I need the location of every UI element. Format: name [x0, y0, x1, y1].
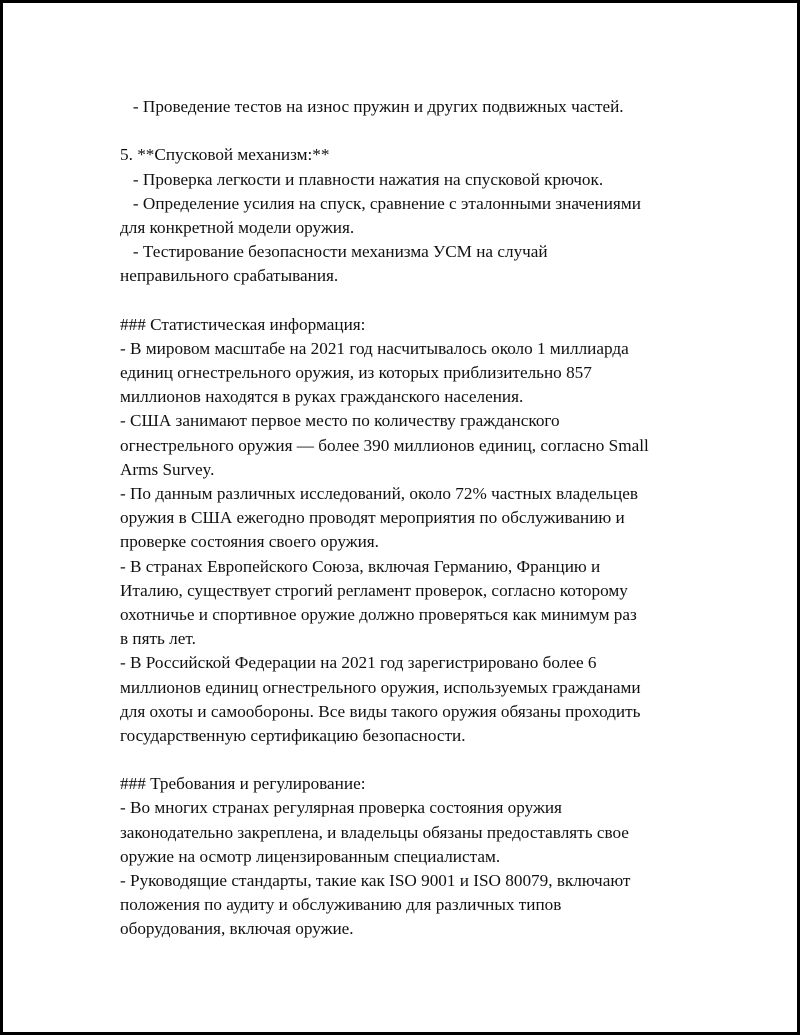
- text-line: миллионов единиц огнестрельного оружия, используемых гражданами: [120, 677, 641, 697]
- text-line: ### Статистическая информация:: [120, 314, 366, 334]
- text-line: - США занимают первое место по количеству гражданского: [120, 411, 560, 431]
- text-line: - Определение усилия на спуск, сравнение с эталонными значениями: [120, 193, 641, 213]
- text-line: неправильного срабатывания.: [120, 266, 339, 286]
- text-line: оружие на осмотр лицензированным специалистам.: [120, 846, 501, 866]
- text-line: законодательно закреплена, и владельцы обязаны предоставлять свое: [120, 822, 629, 842]
- text-line: в пять лет.: [120, 629, 196, 649]
- text-line: оборудования, включая оружие.: [120, 919, 354, 939]
- text-line: миллионов находятся в руках гражданского населения.: [120, 387, 524, 407]
- text-line: проверке состояния своего оружия.: [120, 532, 379, 552]
- text-line: Италию, существует строгий регламент проверок, согласно которому: [120, 580, 628, 600]
- text-line: - По данным различных исследований, около 72% частных владельцев: [120, 484, 638, 503]
- blank-line: [120, 119, 700, 143]
- blank-line: [120, 289, 700, 313]
- text-line: положения по аудиту и обслуживанию для различных типов: [120, 895, 562, 915]
- text-line: государственную сертификацию безопасности.: [120, 725, 466, 745]
- text-line: Arms Survey.: [120, 459, 215, 479]
- text-line: ### Требования и регулирование:: [120, 774, 366, 794]
- text-line: для охоты и самообороны. Все виды такого оружия обязаны проходить: [120, 701, 641, 721]
- document-text: [120, 95, 700, 942]
- text-line: - В мировом масштабе на 2021 год насчитывалось около 1 миллиарда: [120, 338, 629, 358]
- text-line: огнестрельного оружия — более 390 миллионов единиц, согласно Small: [120, 435, 649, 455]
- text-line: - Проверка легкости и плавности нажатия на спусковой крючок.: [120, 169, 604, 189]
- text-line: - В Российской Федерации на 2021 год зарегистрировано более 6: [120, 653, 597, 673]
- text-line: единиц огнестрельного оружия, из которых приблизительно 857: [120, 363, 592, 383]
- text-line: 5. **Спусковой механизм:**: [120, 145, 330, 165]
- text-line: - Руководящие стандарты, такие как ISO 9001 и ISO 80079, включают: [120, 871, 631, 890]
- blank-line: [120, 748, 700, 772]
- text-line: оружия в США ежегодно проводят мероприятия по обслуживанию и: [120, 508, 625, 528]
- text-line: охотничье и спортивное оружие должно проверяться как минимум раз: [120, 604, 637, 624]
- text-line: - Тестирование безопасности механизма УСМ на случай: [120, 242, 548, 262]
- text-line: - В странах Европейского Союза, включая Германию, Францию и: [120, 556, 601, 576]
- text-line: - Проведение тестов на износ пружин и других подвижных частей.: [120, 97, 624, 116]
- text-line: для конкретной модели оружия.: [120, 217, 355, 237]
- text-line: - Во многих странах регулярная проверка состояния оружия: [120, 798, 562, 818]
